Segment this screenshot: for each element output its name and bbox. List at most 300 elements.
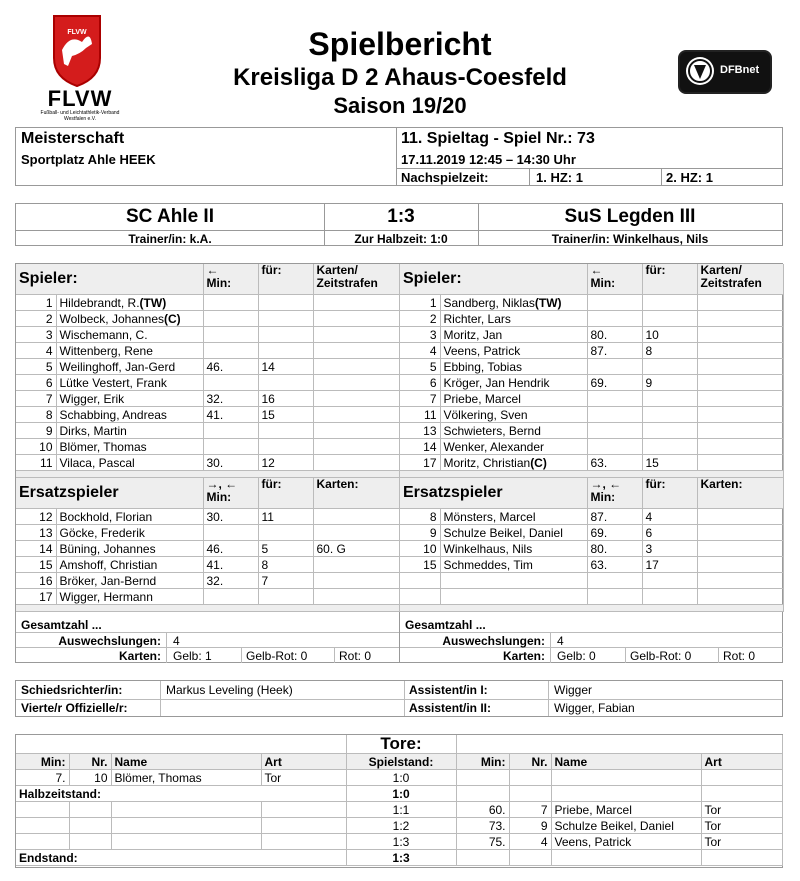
away-goal-number xyxy=(509,786,551,802)
subs-count-value: 4 xyxy=(557,634,564,648)
player-name xyxy=(56,455,203,471)
yellow-cards: Gelb: 1 xyxy=(173,649,212,663)
goals-box xyxy=(15,734,783,868)
home-section-title: Ersatzspieler xyxy=(16,478,203,509)
sub-minute: 41. xyxy=(203,557,258,573)
red-cards: Rot: 0 xyxy=(723,649,756,663)
player-cards xyxy=(313,509,399,525)
player-cards xyxy=(697,311,783,327)
home-goal-minute xyxy=(16,834,69,850)
player-cards xyxy=(697,327,783,343)
player-row xyxy=(16,375,399,391)
away-goal-number: 9 xyxy=(509,818,551,834)
player-number: 9 xyxy=(400,525,440,541)
player-row xyxy=(400,509,783,525)
dfb-emblem-icon xyxy=(684,55,716,87)
sub-for-number xyxy=(258,295,313,311)
player-name xyxy=(440,327,587,343)
flvw-logo xyxy=(30,14,130,124)
report-header xyxy=(0,0,800,126)
player-row xyxy=(16,343,399,359)
player-name xyxy=(56,407,203,423)
empty-row xyxy=(400,589,783,605)
player-name-text: Göcke, Frederik xyxy=(59,525,145,540)
away-goal-minute: 73. xyxy=(456,818,509,834)
svg-text:FLVW: FLVW xyxy=(67,29,87,36)
player-name-text: Büning, Johannes xyxy=(59,541,156,556)
player-row xyxy=(400,455,783,471)
away-section-title: Ersatzspieler xyxy=(400,478,587,509)
away-for-header: für: xyxy=(642,264,697,295)
player-number: 7 xyxy=(16,391,56,407)
sub-minute xyxy=(203,295,258,311)
home-goal-number xyxy=(69,802,111,818)
player-name xyxy=(440,359,587,375)
empty-cell xyxy=(440,573,587,589)
player-row xyxy=(400,311,783,327)
sub-for-number xyxy=(258,311,313,327)
player-row xyxy=(400,423,783,439)
home-team: SC Ahle II xyxy=(126,206,214,227)
home-goal-scorer xyxy=(111,834,261,850)
player-name-text: Vilaca, Pascal xyxy=(59,455,135,470)
sub-for-number xyxy=(258,589,313,605)
extra-time-label: Nachspielzeit: xyxy=(401,170,489,185)
away-goal-scorer: Veens, Patrick xyxy=(551,834,701,850)
sub-for-number xyxy=(642,359,697,375)
sub-for-number xyxy=(258,375,313,391)
home-goal-type: Tor xyxy=(261,770,346,786)
sub-minute: 80. xyxy=(587,541,642,557)
player-number: 14 xyxy=(16,541,56,557)
subs-count-value: 4 xyxy=(173,634,180,648)
player-row xyxy=(16,359,399,375)
player-name-text: Blömer, Thomas xyxy=(59,439,147,454)
sub-minute: 69. xyxy=(587,375,642,391)
player-row xyxy=(400,391,783,407)
player-role-tag: (TW) xyxy=(139,295,167,310)
sub-minute xyxy=(587,311,642,327)
totals-label: Gesamtzahl ... xyxy=(405,618,486,632)
player-number: 17 xyxy=(16,589,56,605)
home-goal-nr-header: Nr. xyxy=(69,754,111,770)
player-number: 5 xyxy=(400,359,440,375)
subs-count-label: Auswechslungen: xyxy=(442,634,545,648)
sub-minute xyxy=(203,423,258,439)
score-stage-label: Endstand: xyxy=(16,850,346,866)
empty-cell xyxy=(400,573,440,589)
running-score: 1:0 xyxy=(346,786,456,802)
player-name-text: Kröger, Jan Hendrik xyxy=(443,375,550,390)
sub-minute: 32. xyxy=(203,573,258,589)
sub-for-number: 16 xyxy=(258,391,313,407)
away-cards-header: Karten/ Zeitstrafen xyxy=(697,264,783,295)
sub-minute: 30. xyxy=(203,455,258,471)
player-name xyxy=(56,423,203,439)
player-number: 16 xyxy=(16,573,56,589)
player-name xyxy=(56,295,203,311)
sub-minute: 32. xyxy=(203,391,258,407)
sub-for-number: 14 xyxy=(258,359,313,375)
player-name xyxy=(56,439,203,455)
player-cards xyxy=(313,573,399,589)
player-row xyxy=(400,439,783,455)
empty-cell xyxy=(642,589,697,605)
sub-for-number: 5 xyxy=(258,541,313,557)
player-cards xyxy=(313,375,399,391)
player-name-text: Wolbeck, Johannes xyxy=(59,311,165,326)
running-score: 1:3 xyxy=(346,850,456,866)
home-min-header: →, ← Min: xyxy=(203,478,258,509)
player-number: 5 xyxy=(16,359,56,375)
player-name-text: Bockhold, Florian xyxy=(59,509,153,524)
player-name xyxy=(440,407,587,423)
player-number: 10 xyxy=(16,439,56,455)
red-cards: Rot: 0 xyxy=(339,649,372,663)
away-lineup xyxy=(400,264,783,663)
player-cards xyxy=(313,343,399,359)
goal-row xyxy=(16,834,782,850)
player-number: 12 xyxy=(16,509,56,525)
away-cards-header: Karten: xyxy=(697,478,783,509)
home-lineup xyxy=(16,264,399,663)
player-name xyxy=(440,311,587,327)
assistant1-label: Assistent/in I: xyxy=(409,683,488,697)
away-goal-minute: 75. xyxy=(456,834,509,850)
home-cards-header: Karten: xyxy=(313,478,399,509)
player-role-tag: (C) xyxy=(530,455,547,470)
logo-text: FLVW xyxy=(47,86,113,111)
sub-for-number xyxy=(258,327,313,343)
home-for-header: für: xyxy=(258,264,313,295)
player-name-text: Sandberg, Niklas xyxy=(443,295,535,310)
player-name-text: Wenker, Alexander xyxy=(443,439,545,454)
away-goal-minute: 60. xyxy=(456,802,509,818)
section-spacer xyxy=(400,605,783,612)
player-name-text: Völkering, Sven xyxy=(443,407,528,422)
player-cards xyxy=(313,327,399,343)
sub-for-number xyxy=(642,439,697,455)
player-name-text: Dirks, Martin xyxy=(59,423,127,438)
player-name xyxy=(440,391,587,407)
player-number: 8 xyxy=(16,407,56,423)
player-row xyxy=(16,525,399,541)
player-cards xyxy=(313,525,399,541)
sub-minute xyxy=(203,375,258,391)
home-min-header: ← Min: xyxy=(203,264,258,295)
player-cards xyxy=(313,423,399,439)
player-name xyxy=(56,391,203,407)
player-number: 7 xyxy=(400,391,440,407)
player-cards xyxy=(697,541,783,557)
sub-minute xyxy=(587,295,642,311)
subs-count-label: Auswechslungen: xyxy=(58,634,161,648)
dfbnet-logo xyxy=(678,50,772,94)
player-cards xyxy=(313,295,399,311)
section-spacer xyxy=(400,471,783,478)
lineups-box xyxy=(15,263,783,663)
player-number: 3 xyxy=(400,327,440,343)
away-goal-nr-header: Nr. xyxy=(509,754,551,770)
away-goal-minute xyxy=(456,786,509,802)
halftime-score: Zur Halbzeit: 1:0 xyxy=(354,232,448,246)
player-row xyxy=(400,375,783,391)
home-goal-type xyxy=(261,834,346,850)
sub-minute: 69. xyxy=(587,525,642,541)
sub-for-number: 10 xyxy=(642,327,697,343)
sub-for-number xyxy=(642,423,697,439)
away-min-header: →, ← Min: xyxy=(587,478,642,509)
player-row xyxy=(16,439,399,455)
player-name-text: Winkelhaus, Nils xyxy=(443,541,533,556)
yellow-red-cards: Gelb-Rot: 0 xyxy=(246,649,308,663)
empty-cell xyxy=(440,589,587,605)
player-number: 15 xyxy=(400,557,440,573)
home-goal-minute xyxy=(16,818,69,834)
player-row xyxy=(16,311,399,327)
player-name xyxy=(440,423,587,439)
sub-minute xyxy=(203,311,258,327)
player-cards xyxy=(697,375,783,391)
player-name xyxy=(440,375,587,391)
player-name xyxy=(56,359,203,375)
sub-minute xyxy=(587,391,642,407)
player-number: 11 xyxy=(400,407,440,423)
player-cards xyxy=(697,343,783,359)
player-name xyxy=(56,343,203,359)
sub-minute: 87. xyxy=(587,343,642,359)
player-name-text: Wigger, Hermann xyxy=(59,589,153,604)
referee-name: Markus Leveling (Heek) xyxy=(166,683,293,697)
player-number: 14 xyxy=(400,439,440,455)
sub-for-number: 12 xyxy=(258,455,313,471)
officials-box xyxy=(15,680,783,717)
player-row xyxy=(400,343,783,359)
player-name-text: Schabbing, Andreas xyxy=(59,407,167,422)
sub-for-number: 9 xyxy=(642,375,697,391)
goals-title: Tore: xyxy=(346,735,456,754)
player-number: 2 xyxy=(400,311,440,327)
sub-for-number: 8 xyxy=(642,343,697,359)
player-row xyxy=(16,391,399,407)
empty-cell xyxy=(642,573,697,589)
player-number: 4 xyxy=(16,343,56,359)
sub-minute: 63. xyxy=(587,557,642,573)
home-goal-type xyxy=(261,818,346,834)
sub-minute: 30. xyxy=(203,509,258,525)
dfbnet-text: DFBnet xyxy=(720,64,760,76)
sub-for-number: 15 xyxy=(642,455,697,471)
fourth-official-label: Vierte/r Offizielle/r: xyxy=(21,701,128,715)
sub-minute: 46. xyxy=(203,541,258,557)
home-goal-number xyxy=(69,818,111,834)
away-lineup-table xyxy=(400,264,784,612)
home-goal-minute xyxy=(16,802,69,818)
away-goal-number xyxy=(509,770,551,786)
player-name-text: Schulze Beikel, Daniel xyxy=(443,525,563,540)
player-row xyxy=(400,359,783,375)
totals-label: Gesamtzahl ... xyxy=(21,618,102,632)
home-coach: Trainer/in: k.A. xyxy=(128,232,212,246)
sub-for-number: 7 xyxy=(258,573,313,589)
goal-row xyxy=(16,802,782,818)
player-cards xyxy=(313,557,399,573)
player-name-text: Lütke Vestert, Frank xyxy=(59,375,167,390)
player-row xyxy=(16,423,399,439)
sub-for-number: 11 xyxy=(258,509,313,525)
score-column-header: Spielstand: xyxy=(346,754,456,770)
player-row xyxy=(400,295,783,311)
player-number: 13 xyxy=(400,423,440,439)
player-row xyxy=(16,407,399,423)
sub-for-number: 17 xyxy=(642,557,697,573)
player-name xyxy=(56,311,203,327)
away-goal-type xyxy=(701,786,782,802)
score-stage-label: Halbzeitstand: xyxy=(16,786,346,802)
player-cards xyxy=(697,509,783,525)
player-number: 9 xyxy=(16,423,56,439)
home-totals xyxy=(16,615,399,663)
player-number: 11 xyxy=(16,455,56,471)
player-number: 10 xyxy=(400,541,440,557)
sub-for-number: 3 xyxy=(642,541,697,557)
away-goal-number: 4 xyxy=(509,834,551,850)
home-goal-scorer xyxy=(111,818,261,834)
player-role-tag: (TW) xyxy=(534,295,562,310)
player-row xyxy=(400,557,783,573)
player-name-text: Mönsters, Marcel xyxy=(443,509,536,524)
away-goal-number: 7 xyxy=(509,802,551,818)
season-title: Saison 19/20 xyxy=(333,93,467,118)
player-row xyxy=(400,525,783,541)
away-goal-type: Tor xyxy=(701,818,782,834)
sub-minute: 41. xyxy=(203,407,258,423)
player-name-text: Moritz, Jan xyxy=(443,327,503,342)
away-goal-type-header: Art xyxy=(701,754,782,770)
goal-row xyxy=(16,850,782,866)
player-row xyxy=(16,327,399,343)
player-name xyxy=(56,541,203,557)
sub-for-number xyxy=(258,439,313,455)
competition: Meisterschaft xyxy=(21,130,125,147)
sub-for-number xyxy=(642,311,697,327)
away-for-header: für: xyxy=(642,478,697,509)
away-min-header: ← Min: xyxy=(587,264,642,295)
sub-minute: 63. xyxy=(587,455,642,471)
away-goal-scorer xyxy=(551,850,701,866)
player-name-text: Ebbing, Tobias xyxy=(443,359,523,374)
logo-subtitle: Fußball- und Leichtathletik-Verband Westfalen e.V. xyxy=(40,110,120,122)
player-row xyxy=(400,327,783,343)
player-name xyxy=(56,509,203,525)
player-cards xyxy=(697,423,783,439)
player-row xyxy=(16,541,399,557)
player-name-text: Priebe, Marcel xyxy=(443,391,521,406)
goal-row xyxy=(16,786,782,802)
away-goal-scorer xyxy=(551,770,701,786)
assistant2-name: Wigger, Fabian xyxy=(554,701,635,715)
player-row xyxy=(16,573,399,589)
player-row xyxy=(16,295,399,311)
player-cards xyxy=(697,439,783,455)
away-goal-type xyxy=(701,770,782,786)
player-cards xyxy=(313,359,399,375)
player-name xyxy=(440,557,587,573)
away-goal-type: Tor xyxy=(701,834,782,850)
sub-minute xyxy=(587,423,642,439)
player-cards xyxy=(697,359,783,375)
player-number: 15 xyxy=(16,557,56,573)
player-name xyxy=(56,589,203,605)
sub-minute xyxy=(203,327,258,343)
player-name-text: Wischemann, C. xyxy=(59,327,148,342)
section-spacer xyxy=(16,471,399,478)
sub-minute xyxy=(203,439,258,455)
player-name xyxy=(440,343,587,359)
sub-minute xyxy=(203,525,258,541)
sub-for-number xyxy=(642,391,697,407)
player-number: 3 xyxy=(16,327,56,343)
player-name-text: Wittenberg, Rene xyxy=(59,343,153,358)
running-score: 1:2 xyxy=(346,818,456,834)
player-row xyxy=(400,407,783,423)
player-name-text: Amshoff, Christian xyxy=(59,557,158,572)
away-team: SuS Legden III xyxy=(564,206,696,227)
extra-time-h1: 1. HZ: 1 xyxy=(536,170,583,185)
goals-table xyxy=(16,735,783,866)
player-number: 6 xyxy=(400,375,440,391)
away-goal-type: Tor xyxy=(701,802,782,818)
away-goal-scorer: Priebe, Marcel xyxy=(551,802,701,818)
player-cards xyxy=(697,407,783,423)
referee-label: Schiedsrichter/in: xyxy=(21,683,123,697)
player-number: 1 xyxy=(16,295,56,311)
yellow-red-cards: Gelb-Rot: 0 xyxy=(630,649,692,663)
away-goal-minute xyxy=(456,850,509,866)
player-cards: 60. G xyxy=(313,541,399,557)
home-goal-number xyxy=(69,834,111,850)
player-cards xyxy=(313,391,399,407)
home-cards-header: Karten/ Zeitstrafen xyxy=(313,264,399,295)
away-goal-type xyxy=(701,850,782,866)
player-row xyxy=(400,541,783,557)
player-name-text: Richter, Lars xyxy=(443,311,511,326)
sub-minute: 80. xyxy=(587,327,642,343)
player-name-text: Schwieters, Bernd xyxy=(443,423,541,438)
goal-row xyxy=(16,770,782,786)
player-cards xyxy=(313,439,399,455)
sub-for-number xyxy=(258,343,313,359)
player-name xyxy=(440,295,587,311)
cards-count-label: Karten: xyxy=(502,649,545,663)
sub-minute xyxy=(203,589,258,605)
sub-minute: 87. xyxy=(587,509,642,525)
section-spacer xyxy=(16,605,399,612)
player-number: 6 xyxy=(16,375,56,391)
home-goal-scorer xyxy=(111,802,261,818)
player-name xyxy=(440,439,587,455)
home-goal-scorer: Blömer, Thomas xyxy=(111,770,261,786)
empty-row xyxy=(400,573,783,589)
running-score: 1:3 xyxy=(346,834,456,850)
player-name xyxy=(440,455,587,471)
empty-cell xyxy=(587,589,642,605)
away-goal-scorer: Schulze Beikel, Daniel xyxy=(551,818,701,834)
player-cards xyxy=(697,295,783,311)
sub-for-number xyxy=(642,295,697,311)
player-name xyxy=(56,525,203,541)
away-goal-minute xyxy=(456,770,509,786)
